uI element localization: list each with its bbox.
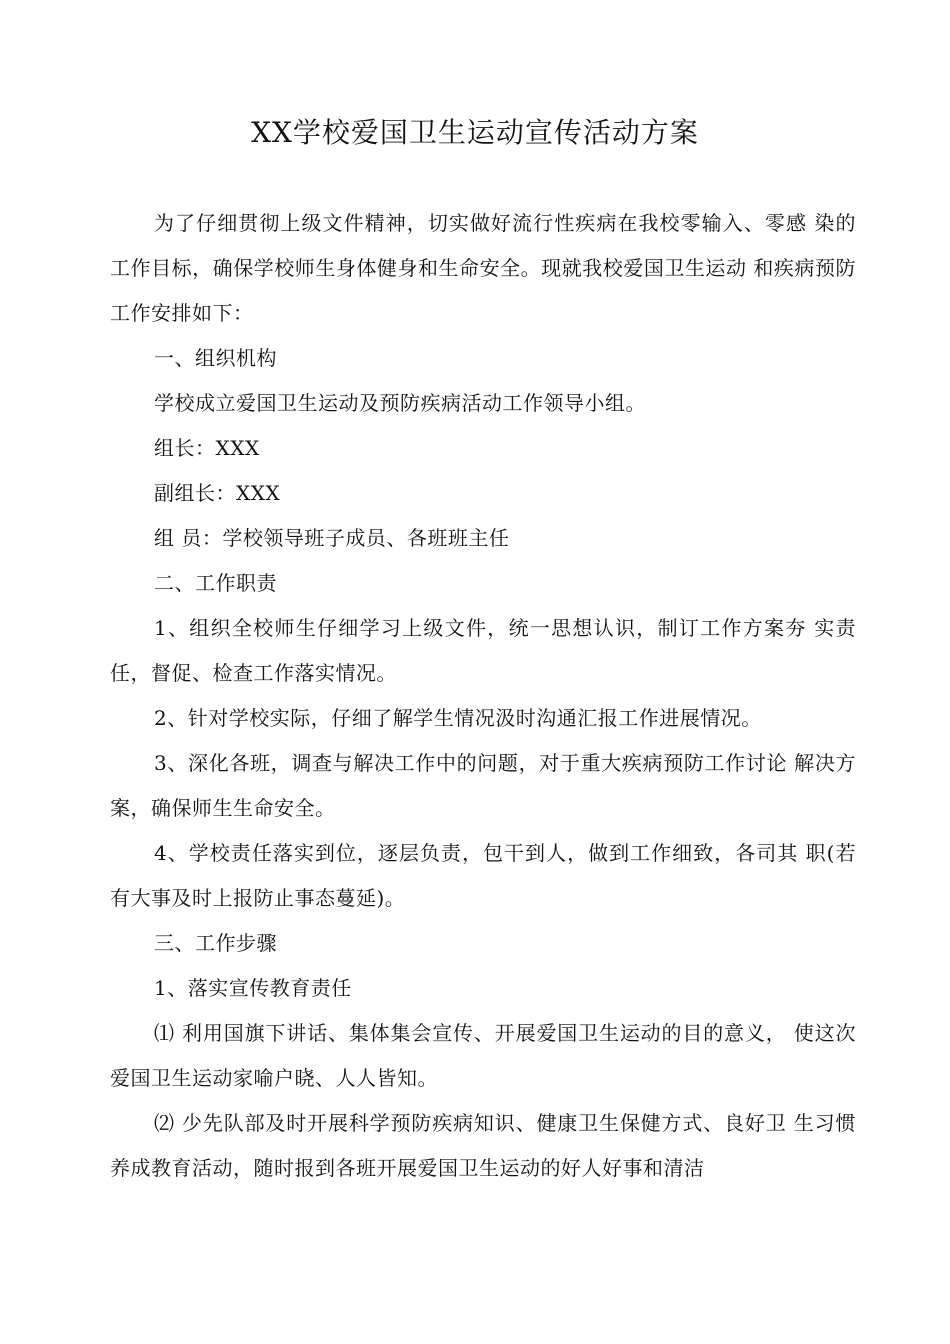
section-heading-organization: 一、组织机构 [154, 346, 277, 370]
paragraph-members: 组 员：学校领导班子成员、各班班主任 [154, 526, 510, 550]
duty-item-4: 4、学校责任落实到位，逐层负责，包干到人，做到工作细致，各司其 职(若有大事及时上报防止事态蔓延)。 [110, 841, 856, 910]
duty-item-3: 3、深化各班，调查与解决工作中的问题，对于重大疾病预防工作讨论 解决方案，确保师生生命安全。 [110, 751, 856, 820]
duty-item-1: 1、组织全校师生仔细学习上级文件，统一思想认识，制订工作方案夯 实责任，督促、检查工作落实情况。 [110, 616, 856, 685]
step-subitem-2: ⑵ 少先队部及时开展科学预防疾病知识、健康卫生保健方式、良好卫 生习惯养成教育活动，随时报到各班开展爱国卫生运动的好人好事和清洁 [110, 1111, 856, 1180]
step-item-1: 1、落实宣传教育责任 [154, 976, 352, 1000]
paragraph-leading-group: 学校成立爱国卫生运动及预防疾病活动工作领导小组。 [154, 391, 646, 415]
document-title: XX学校爱国卫生运动宣传活动方案 [251, 116, 699, 149]
document-body [110, 201, 856, 1191]
section-heading-steps: 三、工作步骤 [154, 931, 277, 955]
duty-item-2: 2、针对学校实际，仔细了解学生情况汲时沟通汇报工作进展情况。 [154, 706, 762, 730]
section-heading-duties: 二、工作职责 [154, 571, 277, 595]
paragraph-group-leader: 组长：XXX [154, 436, 260, 460]
step-subitem-1: ⑴ 利用国旗下讲话、集体集会宣传、开展爱国卫生运动的目的意义， 使这次爱国卫生运动家喻户晓、人人皆知。 [110, 1021, 856, 1090]
intro-paragraph: 为了仔细贯彻上级文件精神，切实做好流行性疾病在我校零输入、零感 染的工作目标，确保学校师生身体健身和生命安全。现就我校爱国卫生运动 和疾病预防工作安排如下： [110, 211, 856, 325]
paragraph-deputy-leader: 副组长：XXX [154, 481, 281, 505]
